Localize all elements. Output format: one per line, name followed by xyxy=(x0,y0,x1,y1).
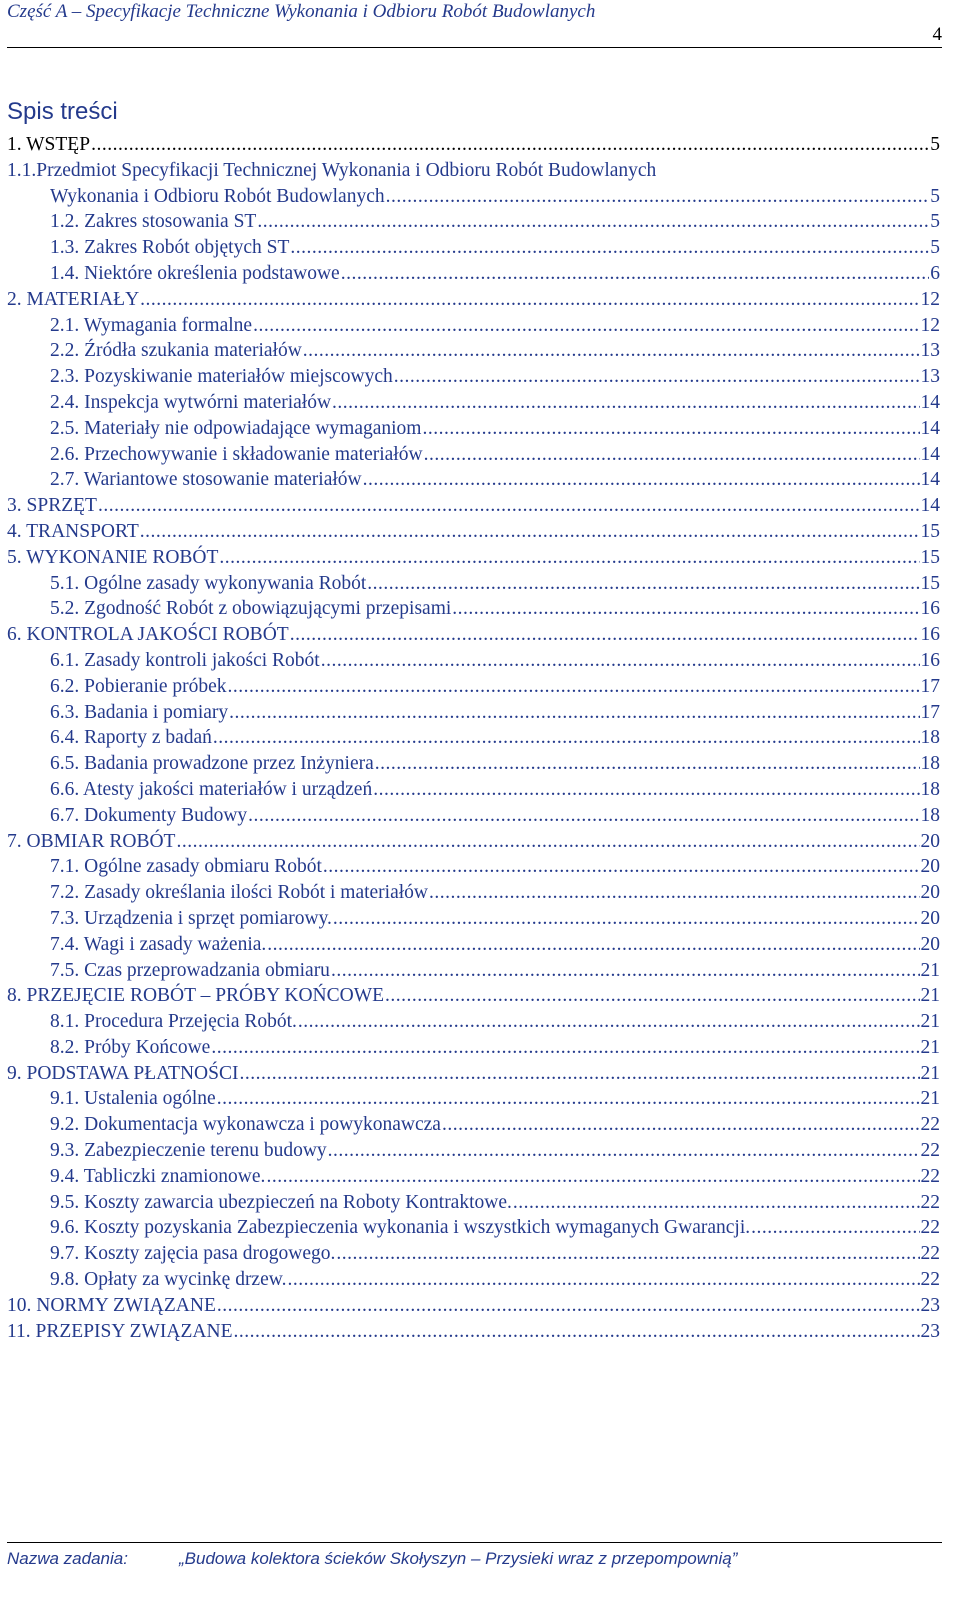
toc-entry-page: 22 xyxy=(920,1191,940,1213)
toc-entry-title: 6.7. Dokumenty Budowy xyxy=(50,804,248,826)
toc-leader-dots xyxy=(341,261,930,287)
toc-entry-page: 23 xyxy=(920,1294,940,1316)
toc-entry[interactable] xyxy=(0,777,940,803)
toc-leader-dots xyxy=(287,1267,919,1293)
toc-entry-title: 6.2. Pobieranie próbek xyxy=(50,675,227,697)
toc-leader-dots xyxy=(176,829,919,855)
toc-entry-title: 6. KONTROLA JAKOŚCI ROBÓT xyxy=(7,624,289,646)
toc-entry-title: 6.4. Raporty z badań xyxy=(50,727,212,749)
toc-entry[interactable] xyxy=(0,261,940,287)
toc-entry-page: 22 xyxy=(920,1217,940,1239)
toc-entry-page: 5 xyxy=(930,237,940,259)
toc-leader-dots xyxy=(140,519,920,545)
toc-entry-page: 20 xyxy=(920,933,940,955)
toc-leader-dots xyxy=(290,235,929,261)
toc-leader-dots xyxy=(751,1215,919,1241)
toc-entry[interactable] xyxy=(0,596,940,622)
toc-entry-page: 22 xyxy=(920,1165,940,1187)
toc-entry-page: 23 xyxy=(920,1320,940,1342)
toc-entry-title: 7.2. Zasady określania ilości Robót i materiałów xyxy=(50,882,428,904)
toc-entry-title: 9.5. Koszty zawarcia ubezpieczeń na Roboty Kontraktowe. xyxy=(50,1191,512,1213)
toc-entry[interactable] xyxy=(0,209,940,235)
toc-entry-page: 18 xyxy=(920,804,940,826)
toc-leader-dots xyxy=(98,493,920,519)
toc-entry-title: 5. WYKONANIE ROBÓT xyxy=(7,546,219,568)
toc-leader-dots xyxy=(239,1061,919,1087)
toc-entry-title: 2.4. Inspekcja wytwórni materiałów xyxy=(50,391,332,413)
toc-entry-page: 15 xyxy=(920,546,940,568)
toc-entry[interactable] xyxy=(0,983,940,1009)
toc-entry-title: 8.1. Procedura Przejęcia Robót. xyxy=(50,1011,297,1033)
toc-leader-dots xyxy=(336,1241,919,1267)
toc-entry[interactable] xyxy=(0,932,940,958)
toc-entry-title: 9.6. Koszty pozyskania Zabezpieczenia wykonania i wszystkich wymaganych Gwarancji. xyxy=(50,1217,751,1239)
toc-entry[interactable] xyxy=(0,1009,940,1035)
toc-entry[interactable] xyxy=(0,1267,940,1293)
page-number: 4 xyxy=(932,24,942,45)
document-title: Część A – Specyfikacje Techniczne Wykonania i Odbioru Robót Budowlanych xyxy=(7,1,596,22)
toc-entry-title: 6.3. Badania i pomiary xyxy=(50,701,229,723)
toc-entry[interactable] xyxy=(0,467,940,493)
toc-entry-page: 21 xyxy=(920,1062,940,1084)
toc-entry-page: 21 xyxy=(920,1011,940,1033)
toc-entry-page: 14 xyxy=(920,469,940,491)
toc-entry[interactable] xyxy=(0,958,940,984)
toc-entry-page: 21 xyxy=(920,985,940,1007)
toc-entry[interactable] xyxy=(0,132,940,158)
toc-entry-title: 2.7. Wariantowe stosowanie materiałów xyxy=(50,469,362,491)
toc-entry-title: 7.5. Czas przeprowadzania obmiaru xyxy=(50,959,330,981)
toc-entry-title: 6.1. Zasady kontroli jakości Robót xyxy=(50,649,320,671)
toc-entry-page: 15 xyxy=(920,520,940,542)
toc-entry[interactable] xyxy=(0,1086,940,1112)
toc-entry-page: 17 xyxy=(920,675,940,697)
toc-entry-page: 12 xyxy=(920,288,940,310)
toc-leader-dots xyxy=(452,596,919,622)
toc-entry[interactable] xyxy=(0,287,940,313)
toc-leader-dots xyxy=(385,983,919,1009)
toc-entry-page: 16 xyxy=(920,649,940,671)
toc-entry[interactable] xyxy=(0,1293,940,1319)
toc-entry-title: 6.6. Atesty jakości materiałów i urządzeń xyxy=(50,778,373,800)
toc-entry-page: 14 xyxy=(920,417,940,439)
toc-leader-dots xyxy=(375,751,920,777)
toc-entry[interactable] xyxy=(0,1215,940,1241)
toc-entry-page: 20 xyxy=(920,907,940,929)
toc-entry-page: 21 xyxy=(920,1036,940,1058)
toc-entry-title: 11. PRZEPISY ZWIĄZANE xyxy=(7,1320,233,1342)
toc-entry[interactable] xyxy=(0,674,940,700)
toc-entry[interactable] xyxy=(0,1319,940,1345)
toc-entry-title: 10. NORMY ZWIĄZANE xyxy=(7,1294,216,1316)
toc-entry-title: 5.1. Ogólne zasady wykonywania Robót xyxy=(50,572,367,594)
toc-entry[interactable] xyxy=(0,1190,940,1216)
toc-entry-page: 5 xyxy=(930,134,940,155)
toc-entry[interactable] xyxy=(0,1241,940,1267)
toc-entry-title: 9.7. Koszty zajęcia pasa drogowego. xyxy=(50,1243,336,1265)
toc-entry-title: 1.3. Zakres Robót objętych ST xyxy=(50,237,290,259)
toc-entry-title: 9.1. Ustalenia ogólne xyxy=(50,1088,216,1110)
toc-entry[interactable] xyxy=(0,1061,940,1087)
toc-entry-page: 18 xyxy=(920,778,940,800)
toc-leader-dots xyxy=(328,1138,920,1164)
toc-entry[interactable] xyxy=(0,571,940,597)
page-footer xyxy=(7,1542,942,1603)
toc-leader-dots xyxy=(394,364,920,390)
toc-entry-title: 1.1.Przedmiot Specyfikacji Technicznej Wykonania i Odbioru Robót Budowlanych xyxy=(7,159,657,181)
toc-leader-dots xyxy=(257,209,929,235)
toc-entry[interactable] xyxy=(0,545,940,571)
toc-entry-page: 15 xyxy=(920,572,940,594)
toc-entry[interactable] xyxy=(0,880,940,906)
toc-entry-title: 8.2. Próby Końcowe xyxy=(50,1036,211,1058)
toc-entry-title: 2.2. Źródła szukania materiałów xyxy=(50,340,302,362)
toc-entry[interactable] xyxy=(0,493,940,519)
toc-leader-dots xyxy=(424,442,920,468)
toc-leader-dots xyxy=(298,1009,920,1035)
toc-entry-page: 13 xyxy=(920,366,940,388)
toc-entry-page: 14 xyxy=(920,391,940,413)
table-of-contents xyxy=(0,132,940,1344)
toc-entry-title: 5.2. Zgodność Robót z obowiązującymi przepisami xyxy=(50,598,452,620)
toc-entry-title: 7.3. Urządzenia i sprzęt pomiarowy. xyxy=(50,907,332,929)
toc-leader-dots xyxy=(363,467,920,493)
toc-entry-title: 9.4. Tabliczki znamionowe. xyxy=(50,1165,266,1187)
toc-entry-page: 22 xyxy=(920,1269,940,1291)
toc-leader-dots xyxy=(229,700,919,726)
toc-leader-dots xyxy=(422,416,919,442)
toc-entry-title-continued: Wykonania i Odbioru Robót Budowlanych xyxy=(50,185,385,207)
toc-leader-dots xyxy=(91,132,929,158)
footer-project-name: „Budowa kolektora ścieków Skołyszyn – Przysieki wraz z przepompownią” xyxy=(179,1549,738,1568)
toc-heading: Spis treści xyxy=(7,98,118,125)
toc-entry[interactable] xyxy=(0,829,940,855)
toc-entry[interactable] xyxy=(0,1164,940,1190)
toc-entry[interactable] xyxy=(0,700,940,726)
toc-entry-title: 6.5. Badania prowadzone przez Inżyniera xyxy=(50,753,374,775)
toc-leader-dots xyxy=(219,545,919,571)
toc-entry-page: 16 xyxy=(920,598,940,620)
toc-entry[interactable] xyxy=(0,622,940,648)
toc-leader-dots xyxy=(234,1319,920,1345)
toc-leader-dots xyxy=(228,674,920,700)
toc-leader-dots xyxy=(331,958,920,984)
toc-leader-dots xyxy=(303,338,920,364)
toc-leader-dots xyxy=(442,1112,920,1138)
toc-leader-dots xyxy=(332,390,919,416)
toc-leader-dots xyxy=(321,648,920,674)
toc-leader-dots xyxy=(266,1164,919,1190)
toc-entry-page: 21 xyxy=(920,1088,940,1110)
toc-entry-page: 5 xyxy=(930,211,940,233)
toc-entry-page: 18 xyxy=(920,753,940,775)
toc-entry-page: 20 xyxy=(920,830,940,852)
toc-leader-dots xyxy=(367,571,919,597)
toc-leader-dots xyxy=(429,880,920,906)
toc-entry-page: 12 xyxy=(920,314,940,336)
toc-entry[interactable] xyxy=(0,803,940,829)
toc-entry-title: 8. PRZEJĘCIE ROBÓT – PRÓBY KOŃCOWE xyxy=(7,985,385,1007)
toc-entry[interactable] xyxy=(0,1112,940,1138)
toc-entry[interactable] xyxy=(0,519,940,545)
toc-entry-title: 3. SPRZĘT xyxy=(7,495,97,517)
toc-entry[interactable] xyxy=(0,364,940,390)
toc-entry-page: 20 xyxy=(920,856,940,878)
toc-entry-title: 2. MATERIAŁY xyxy=(7,288,140,310)
toc-entry[interactable] xyxy=(0,906,940,932)
toc-entry-page: 20 xyxy=(920,882,940,904)
toc-entry-title: 9. PODSTAWA PŁATNOŚCI xyxy=(7,1062,239,1084)
toc-leader-dots xyxy=(333,906,920,932)
toc-entry[interactable] xyxy=(0,1035,940,1061)
toc-entry-page: 14 xyxy=(920,495,940,517)
toc-entry[interactable] xyxy=(0,158,940,210)
toc-entry-page: 18 xyxy=(920,727,940,749)
toc-entry-page: 21 xyxy=(920,959,940,981)
toc-entry[interactable] xyxy=(0,390,940,416)
toc-entry[interactable] xyxy=(0,751,940,777)
toc-entry[interactable] xyxy=(0,313,940,339)
toc-entry-page: 14 xyxy=(920,443,940,465)
toc-entry-page: 6 xyxy=(930,262,940,284)
toc-entry-page: 17 xyxy=(920,701,940,723)
toc-leader-dots xyxy=(290,622,920,648)
toc-entry[interactable] xyxy=(0,338,940,364)
page-header xyxy=(7,0,942,48)
toc-leader-dots xyxy=(386,184,930,210)
toc-entry-title: 7.4. Wagi i zasady ważenia. xyxy=(50,933,267,955)
toc-entry-title: 2.3. Pozyskiwanie materiałów miejscowych xyxy=(50,366,393,388)
toc-entry-title: 1. WSTĘP xyxy=(7,134,91,155)
toc-entry-title: 1.4. Niektóre określenia podstawowe xyxy=(50,262,340,284)
toc-entry[interactable] xyxy=(0,854,940,880)
toc-entry[interactable] xyxy=(0,648,940,674)
toc-entry-page: 16 xyxy=(920,624,940,646)
toc-leader-dots xyxy=(217,1086,920,1112)
toc-entry[interactable] xyxy=(0,1138,940,1164)
toc-entry-page: 5 xyxy=(930,185,940,207)
toc-entry-page: 22 xyxy=(920,1140,940,1162)
toc-leader-dots xyxy=(323,854,920,880)
toc-leader-dots xyxy=(253,313,919,339)
toc-entry-title: 7.1. Ogólne zasady obmiaru Robót xyxy=(50,856,322,878)
toc-leader-dots xyxy=(211,1035,919,1061)
toc-entry-title: 9.8. Opłaty za wycinkę drzew. xyxy=(50,1269,287,1291)
toc-leader-dots xyxy=(140,287,919,313)
toc-leader-dots xyxy=(213,725,920,751)
toc-entry[interactable] xyxy=(0,442,940,468)
toc-entry-title: 4. TRANSPORT xyxy=(7,520,139,542)
toc-entry-title: 2.5. Materiały nie odpowiadające wymaganiom xyxy=(50,417,422,439)
toc-entry-page: 22 xyxy=(920,1243,940,1265)
footer-label: Nazwa zadania: xyxy=(7,1549,128,1568)
toc-leader-dots xyxy=(217,1293,920,1319)
toc-entry[interactable] xyxy=(0,725,940,751)
toc-entry-title: 2.1. Wymagania formalne xyxy=(50,314,253,336)
toc-leader-dots xyxy=(513,1190,920,1216)
toc-entry-page: 22 xyxy=(920,1114,940,1136)
toc-entry-title: 1.2. Zakres stosowania ST xyxy=(50,211,257,233)
toc-leader-dots xyxy=(267,932,919,958)
toc-leader-dots xyxy=(248,803,919,829)
toc-entry-title: 9.2. Dokumentacja wykonawcza i powykonawcza xyxy=(50,1114,441,1136)
toc-entry[interactable] xyxy=(0,416,940,442)
toc-entry-title: 7. OBMIAR ROBÓT xyxy=(7,830,176,852)
toc-entry-title: 9.3. Zabezpieczenie terenu budowy xyxy=(50,1140,327,1162)
toc-entry-title: 2.6. Przechowywanie i składowanie materiałów xyxy=(50,443,423,465)
toc-entry-page: 13 xyxy=(920,340,940,362)
toc-leader-dots xyxy=(373,777,919,803)
toc-entry[interactable] xyxy=(0,235,940,261)
